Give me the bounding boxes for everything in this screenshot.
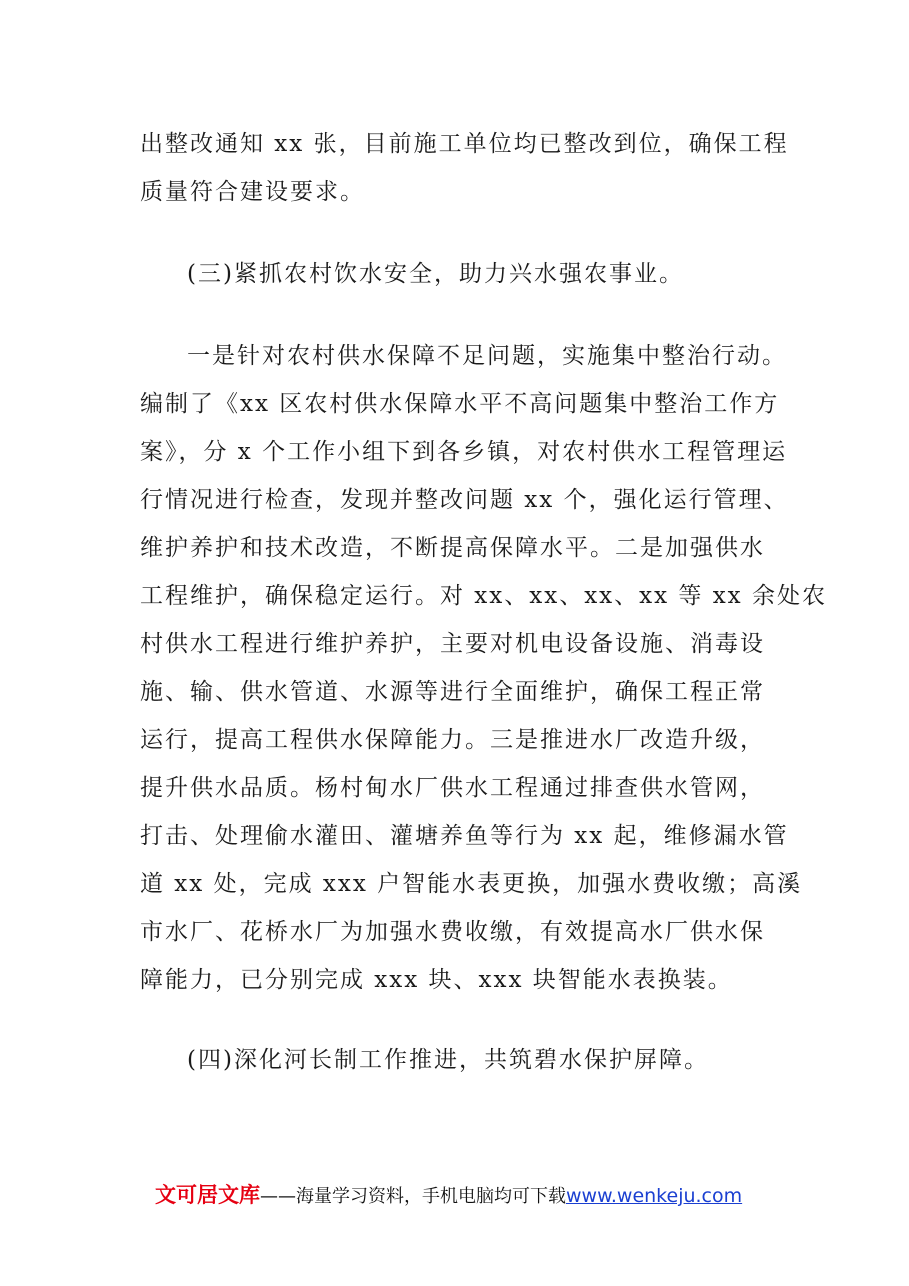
- paragraph-line: 一是针对农村供水保障不足问题，实施集中整治行动。: [187, 343, 787, 369]
- paragraph-line: 提升供水品质。杨村甸水厂供水工程通过排查供水管网，: [140, 775, 765, 801]
- paragraph-line: 施、输、供水管道、水源等进行全面维护，确保工程正常: [140, 679, 765, 705]
- paragraph-line: 打击、处理偷水灌田、灌塘养鱼等行为 xx 起，维修漏水管: [140, 823, 789, 849]
- paragraph-line: 出整改通知 xx 张，目前施工单位均已整改到位，确保工程: [140, 131, 789, 157]
- paragraph-line: 维护养护和技术改造，不断提高保障水平。二是加强供水: [140, 535, 765, 561]
- section-heading: (四)深化河长制工作推进，共筑碧水保护屏障。: [187, 1047, 709, 1073]
- paragraph-line: 案》，分 x 个工作小组下到各乡镇，对农村供水工程管理运: [140, 439, 788, 465]
- paragraph-line: 运行，提高工程供水保障能力。三是推进水厂改造升级，: [140, 727, 765, 753]
- brand-name: 文可居文库: [155, 1183, 260, 1207]
- paragraph-line: 工程维护，确保稳定运行。对 xx、xx、xx、xx 等 xx 余处农: [140, 583, 827, 609]
- paragraph-line: 行情况进行检查，发现并整改问题 xx 个，强化运行管理、: [140, 487, 789, 513]
- footer-banner: [155, 1180, 742, 1212]
- paragraph-line: 编制了《xx 区农村供水保障水平不高问题集中整治工作方: [140, 391, 780, 417]
- paragraph-line: 市水厂、花桥水厂为加强水费收缴，有效提高水厂供水保: [140, 919, 765, 945]
- footer-tagline: ——海量学习资料，手机电脑均可下载: [260, 1186, 566, 1207]
- website-link[interactable]: www.wenkeju.com: [566, 1185, 743, 1207]
- paragraph-line: 村供水工程进行维护养护，主要对机电设备设施、消毒设: [140, 631, 765, 657]
- paragraph-line: 质量符合建设要求。: [140, 179, 365, 205]
- paragraph-line: 道 xx 处，完成 xxx 户智能水表更换，加强水费收缴；高溪: [140, 871, 803, 897]
- paragraph-line: 障能力，已分别完成 xxx 块、xxx 块智能水表换装。: [140, 967, 733, 993]
- section-heading: (三)紧抓农村饮水安全，助力兴水强农事业。: [187, 261, 684, 287]
